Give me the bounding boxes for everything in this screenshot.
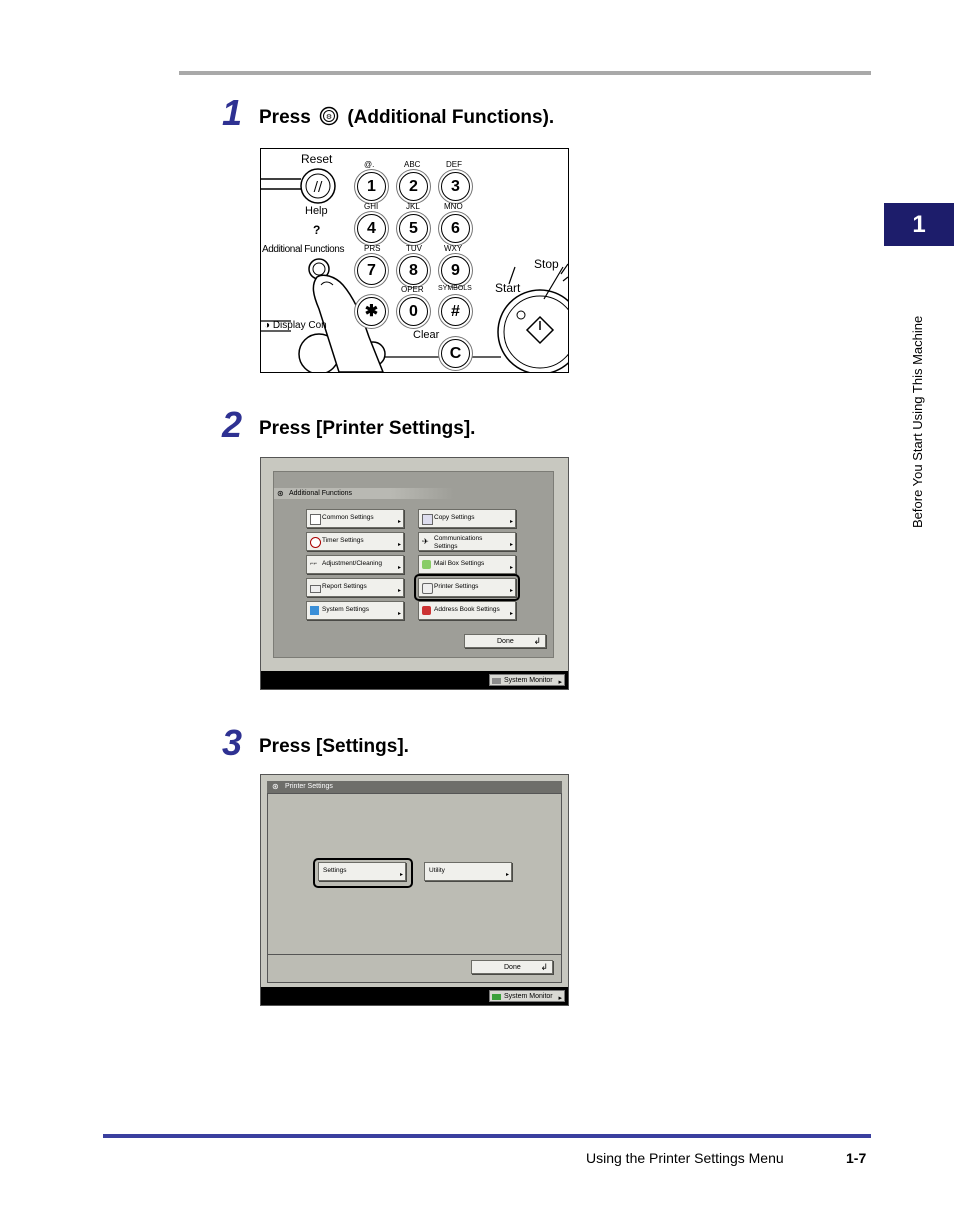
printer-settings-title-bar xyxy=(267,781,562,793)
help-key: ? xyxy=(313,223,321,237)
chevron-right-icon: ▸ xyxy=(397,519,401,525)
printer-settings-label: Printer Settings xyxy=(434,583,479,590)
address-book-settings-label: Address Book Settings xyxy=(434,606,500,613)
screen-inner xyxy=(273,471,554,658)
key-2: 2 xyxy=(399,172,428,201)
printer-settings-highlight xyxy=(414,574,520,601)
printer-settings-screen xyxy=(260,774,569,1006)
additional-functions-title-icon: ⊛ xyxy=(277,489,284,498)
chevron-right-icon: ▸ xyxy=(397,565,401,571)
additional-functions-icon xyxy=(319,106,339,132)
svg-text://: // xyxy=(313,180,323,195)
address-book-settings-button[interactable] xyxy=(418,601,516,620)
clear-key: C xyxy=(441,339,470,368)
done-button[interactable] xyxy=(464,634,546,648)
mail-box-settings-button[interactable] xyxy=(418,555,516,574)
key-star: ✱ xyxy=(357,297,386,326)
step-2-text: Press [Printer Settings]. xyxy=(259,418,476,439)
system-monitor-icon xyxy=(492,678,501,684)
key-0: 0 xyxy=(399,297,428,326)
additional-functions-screen xyxy=(260,457,569,690)
chevron-right-icon: ▸ xyxy=(509,519,513,525)
screen-title xyxy=(274,488,454,499)
chevron-right-icon: ▸ xyxy=(558,679,562,686)
key-3-letters: DEF xyxy=(446,160,462,169)
chevron-right-icon: ▸ xyxy=(509,611,513,617)
key-6: 6 xyxy=(441,214,470,243)
communications-settings-label: Communications Settings xyxy=(434,535,483,550)
report-settings-button[interactable] xyxy=(306,578,404,597)
additional-functions-label: Additional Functions xyxy=(262,244,345,255)
common-settings-label: Common Settings xyxy=(322,514,374,521)
system-monitor-icon xyxy=(492,994,501,1000)
return-icon: ↲ xyxy=(540,962,548,972)
key-0-letters: OPER xyxy=(401,285,424,294)
chevron-right-icon: ▸ xyxy=(399,872,403,878)
status-bar xyxy=(261,987,568,1005)
footer-page-number: 1-7 xyxy=(846,1150,867,1166)
printer-settings-body xyxy=(267,793,562,983)
key-5-letters: JKL xyxy=(406,202,420,211)
step-3-text: Press [Settings]. xyxy=(259,736,409,757)
send-icon: ✈ xyxy=(422,537,429,546)
done-label: Done xyxy=(497,638,514,645)
chapter-side-title xyxy=(908,253,926,528)
key-8: 8 xyxy=(399,256,428,285)
contrast-icon: ◑ xyxy=(264,320,271,331)
key-8-letters: TUV xyxy=(406,244,422,253)
clear-label: Clear xyxy=(413,329,440,341)
step-1-text-after: (Additional Functions). xyxy=(347,107,555,128)
key-7: 7 xyxy=(357,256,386,285)
chevron-right-icon: ▸ xyxy=(505,872,509,878)
system-settings-button[interactable] xyxy=(306,601,404,620)
mail-box-settings-label: Mail Box Settings xyxy=(434,560,485,567)
key-hash: # xyxy=(441,297,470,326)
key-5: 5 xyxy=(399,214,428,243)
settings-highlight xyxy=(313,858,413,888)
system-settings-icon xyxy=(310,606,319,615)
report-icon xyxy=(310,585,321,593)
copy-settings-button[interactable] xyxy=(418,509,516,528)
additional-functions-title-icon: ⊛ xyxy=(272,782,279,791)
step-3-number: 3 xyxy=(222,722,243,763)
step-1-text-before: Press xyxy=(259,107,311,128)
system-settings-label: System Settings xyxy=(322,606,369,613)
help-label: Help xyxy=(305,205,328,217)
chevron-right-icon: ▸ xyxy=(397,611,401,617)
communications-settings-button[interactable] xyxy=(418,532,516,551)
screen-title-text: Additional Functions xyxy=(289,490,353,497)
address-book-icon xyxy=(422,606,431,615)
mailbox-icon xyxy=(422,560,431,569)
settings-label: Settings xyxy=(323,867,347,874)
key-6-letters: MNO xyxy=(444,202,463,211)
key-9: 9 xyxy=(441,256,470,285)
return-icon: ↲ xyxy=(533,636,541,646)
step-1-text xyxy=(259,106,554,132)
done-label: Done xyxy=(504,964,521,971)
adjustment-cleaning-button[interactable] xyxy=(306,555,404,574)
adjustment-icon: ⌐⌐ xyxy=(310,561,318,567)
adjustment-cleaning-label: Adjustment/Cleaning xyxy=(322,560,382,567)
key-7-letters: PRS xyxy=(364,244,381,253)
timer-settings-label: Timer Settings xyxy=(322,537,364,544)
chapter-side-title-text: Before You Start Using This Machine xyxy=(910,315,925,528)
chevron-right-icon: ▸ xyxy=(509,588,513,594)
display-contrast-text: Display Con xyxy=(272,320,327,331)
system-monitor-button[interactable] xyxy=(489,674,565,686)
key-4: 4 xyxy=(357,214,386,243)
footer-rule xyxy=(103,1134,871,1138)
key-9-letters: WXY xyxy=(444,244,463,253)
chevron-right-icon: ▸ xyxy=(509,565,513,571)
key-2-letters: ABC xyxy=(404,160,421,169)
separator xyxy=(268,954,561,955)
timer-settings-button[interactable] xyxy=(306,532,404,551)
control-panel-illustration xyxy=(260,148,569,373)
utility-label: Utility xyxy=(429,867,445,874)
common-settings-icon xyxy=(310,514,321,525)
chevron-right-icon: ▸ xyxy=(558,995,562,1002)
chevron-right-icon: ▸ xyxy=(397,542,401,548)
report-settings-label: Report Settings xyxy=(322,583,367,590)
system-monitor-label: System Monitor xyxy=(504,677,553,684)
done-button[interactable] xyxy=(471,960,553,974)
system-monitor-button[interactable] xyxy=(489,990,565,1002)
svg-text:⚙: ⚙ xyxy=(325,113,333,121)
step-2-number: 2 xyxy=(222,404,243,445)
key-3: 3 xyxy=(441,172,470,201)
key-4-letters: GHI xyxy=(364,202,379,211)
copy-settings-label: Copy Settings xyxy=(434,514,475,521)
footer-title: Using the Printer Settings Menu xyxy=(586,1150,784,1166)
key-1: 1 xyxy=(357,172,386,201)
display-contrast-label xyxy=(264,320,327,331)
utility-button[interactable] xyxy=(424,862,512,881)
key-1-letters: @. xyxy=(364,160,375,169)
top-rule xyxy=(179,71,871,75)
reset-label: Reset xyxy=(301,152,333,166)
status-bar xyxy=(261,671,568,689)
clock-icon xyxy=(310,537,321,548)
step-1-number: 1 xyxy=(222,92,243,133)
copy-icon xyxy=(422,514,433,525)
common-settings-button[interactable] xyxy=(306,509,404,528)
chapter-tab: 1 xyxy=(884,203,954,246)
printer-settings-title: Printer Settings xyxy=(285,783,333,790)
system-monitor-label: System Monitor xyxy=(504,993,553,1000)
key-hash-letters: SYMBOLS xyxy=(438,285,472,292)
start-label: Start xyxy=(495,281,521,295)
chevron-right-icon: ▸ xyxy=(397,588,401,594)
stop-label: Stop xyxy=(534,257,559,271)
chevron-right-icon: ▸ xyxy=(509,542,513,548)
